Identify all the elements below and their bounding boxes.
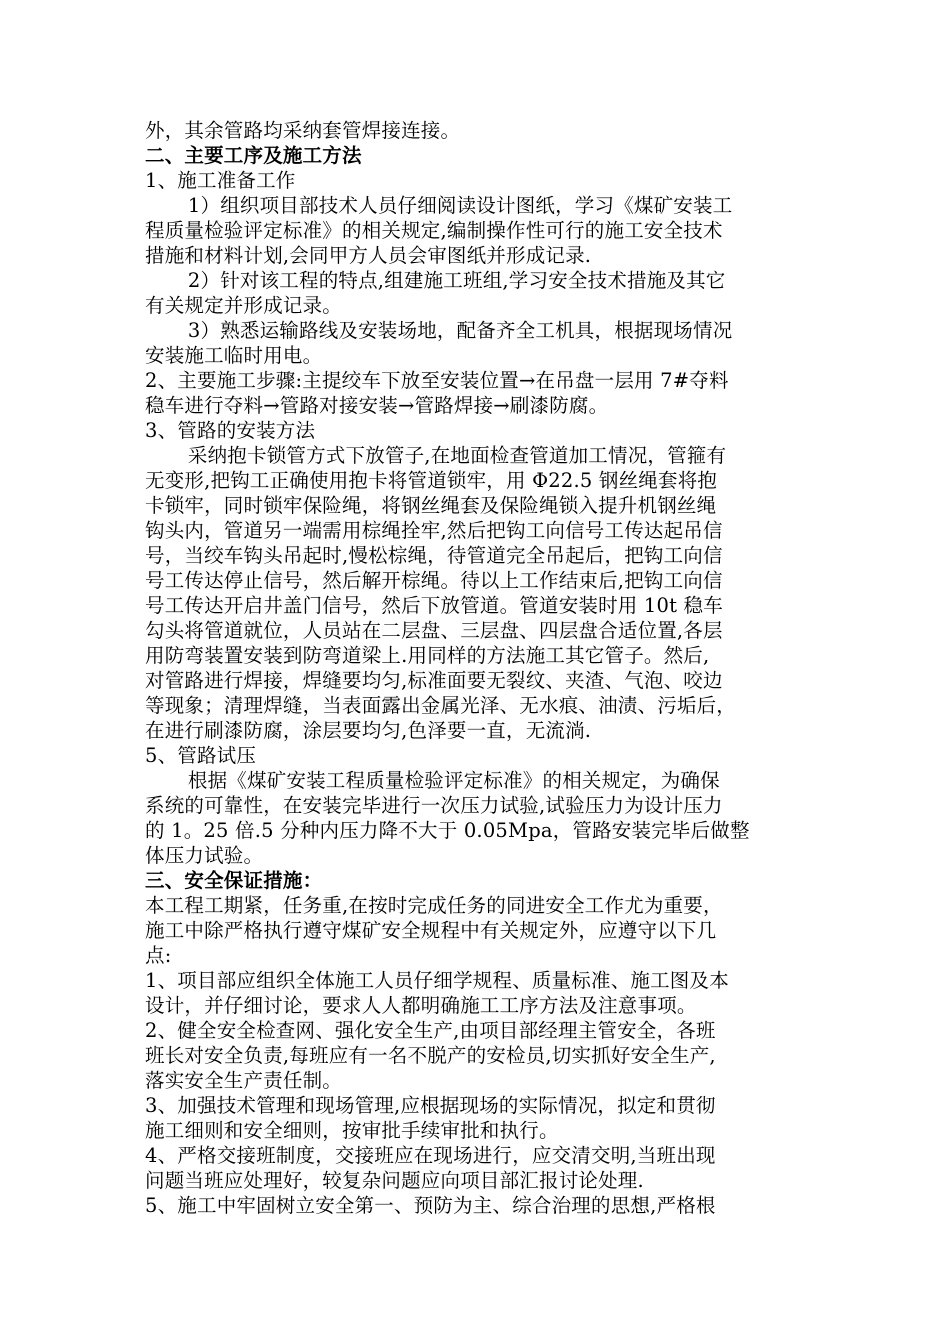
text-line: 安装施工临时用电。 (145, 344, 323, 367)
text-line: 的 1。25 倍.5 分种内压力降不大于 0.05Mpa，管路安装完毕后做整 (145, 819, 750, 842)
text-line: 在进行刷漆防腐，涂层要均匀,色泽要一直，无流淌. (145, 719, 592, 742)
text-line: 卡锁牢，同时锁牢保险绳，将钢丝绳套及保险绳锁入提升机钢丝绳 (145, 494, 717, 517)
text-line: 等现象；清理焊缝，当表面露出金属光泽、无水痕、油渍、污垢后， (145, 694, 737, 717)
text-line: 本工程工期紧，任务重,在按时完成任务的同进安全工作尤为重要， (145, 894, 723, 917)
paragraph (145, 893, 825, 968)
paragraph (145, 1143, 825, 1193)
text-line: 勾头将管道就位，人员站在二层盘、三层盘、四层盘合适位置,各层 (145, 619, 723, 642)
text-line: 1、项目部应组织全体施工人员仔细学规程、质量标准、施工图及本 (145, 969, 729, 992)
text-line: 外，其余管路均采纳套管焊接连接。 (145, 119, 461, 142)
text-line: 三、安全保证措施： (145, 869, 323, 892)
paragraph (145, 768, 825, 868)
text-line: 用防弯装置安装到防弯道梁上.用同样的方法施工其它管子。然后, (145, 644, 710, 667)
paragraph (145, 743, 825, 768)
text-line: 措施和材料计划,会同甲方人员会审图纸并形成记录. (145, 244, 592, 267)
paragraph (145, 193, 825, 268)
text-line: 无变形,把钩工正确使用抱卡将管道锁牢，用 Φ22.5 钢丝绳套将抱 (145, 469, 718, 492)
text-line: 1）组织项目部技术人员仔细阅读设计图纸，学习《煤矿安装工 (187, 194, 733, 217)
paragraph (145, 418, 825, 443)
text-line: 二、主要工序及施工方法 (145, 144, 362, 167)
section-heading (145, 868, 825, 893)
paragraph (145, 168, 825, 193)
text-line: 钩头内，管道另一端需用棕绳拴牢,然后把钩工向信号工传达起吊信 (145, 519, 723, 542)
text-line: 施工中除严格执行遵守煤矿安全规程中有关规定外，应遵守以下几 (145, 919, 717, 942)
text-line: 2）针对该工程的特点,组建施工班组,学习安全技术措施及其它 (187, 269, 726, 292)
text-line: 2、健全安全检查网、强化安全生产,由项目部经理主管安全，各班 (145, 1019, 716, 1042)
text-line: 5、管路试压 (145, 744, 257, 767)
section-heading (145, 143, 825, 168)
text-line: 号工传达开启井盖门信号，然后下放管道。管道安装时用 10t 稳车 (145, 594, 723, 617)
paragraph (145, 1018, 825, 1093)
text-line: 采纳抱卡锁管方式下放管子,在地面检查管道加工情况，管箍有 (187, 444, 727, 467)
text-line: 系统的可靠性，在安装完毕进行一次压力试验,试验压力为设计压力 (145, 794, 723, 817)
paragraph (145, 118, 825, 143)
text-line: 稳车进行夺料→管路对接安装→管路焊接→刷漆防腐。 (145, 394, 609, 417)
text-line: 根据《煤矿安装工程质量检验评定标准》的相关规定，为确保 (187, 769, 720, 792)
paragraph (145, 1193, 825, 1218)
paragraph (145, 268, 825, 318)
text-line: 点: (145, 944, 172, 967)
document-body (145, 118, 825, 1218)
text-line: 施工细则和安全细则，按审批手续审批和执行。 (145, 1119, 559, 1142)
text-line: 问题当班应处理好，较复杂问题应向项目部汇报讨论处理. (145, 1169, 644, 1192)
text-line: 班长对安全负责,每班应有一名不脱产的安检员,切实抓好安全生产, (145, 1044, 716, 1067)
text-line: 4、严格交接班制度，交接班应在现场进行，应交清交明,当班出现 (145, 1144, 716, 1167)
text-line: 体压力试验。 (145, 844, 264, 867)
paragraph (145, 1093, 825, 1143)
paragraph (145, 968, 825, 1018)
text-line: 5、施工中牢固树立安全第一、预防为主、综合治理的思想,严格根 (145, 1194, 716, 1217)
text-line: 设计，并仔细讨论，要求人人都明确施工工序方法及注意事项。 (145, 994, 697, 1017)
text-line: 落实安全生产责任制。 (145, 1069, 343, 1092)
text-line: 程质量检验评定标准》的相关规定,编制操作性可行的施工安全技术 (145, 219, 723, 242)
text-line: 2、主要施工步骤:主提绞车下放至安装位置→在吊盘一层用 7#夺料 (145, 369, 729, 392)
text-line: 3）熟悉运输路线及安装场地，配备齐全工机具，根据现场情况 (187, 319, 733, 342)
text-line: 号，当绞车钩头吊起时,慢松棕绳，待管道完全吊起后，把钩工向信 (145, 544, 723, 567)
text-line: 对管路进行焊接，焊缝要均匀,标准面要无裂纹、夹渣、气泡、咬边 (145, 669, 723, 692)
text-line: 号工传达停止信号，然后解开棕绳。待以上工作结束后,把钩工向信 (145, 569, 723, 592)
text-line: 3、加强技术管理和现场管理,应根据现场的实际情况，拟定和贯彻 (145, 1094, 716, 1117)
text-line: 1、施工准备工作 (145, 169, 296, 192)
paragraph (145, 368, 825, 418)
text-line: 有关规定并形成记录。 (145, 294, 343, 317)
text-line: 3、管路的安装方法 (145, 419, 316, 442)
paragraph (145, 318, 825, 368)
paragraph (145, 443, 825, 743)
